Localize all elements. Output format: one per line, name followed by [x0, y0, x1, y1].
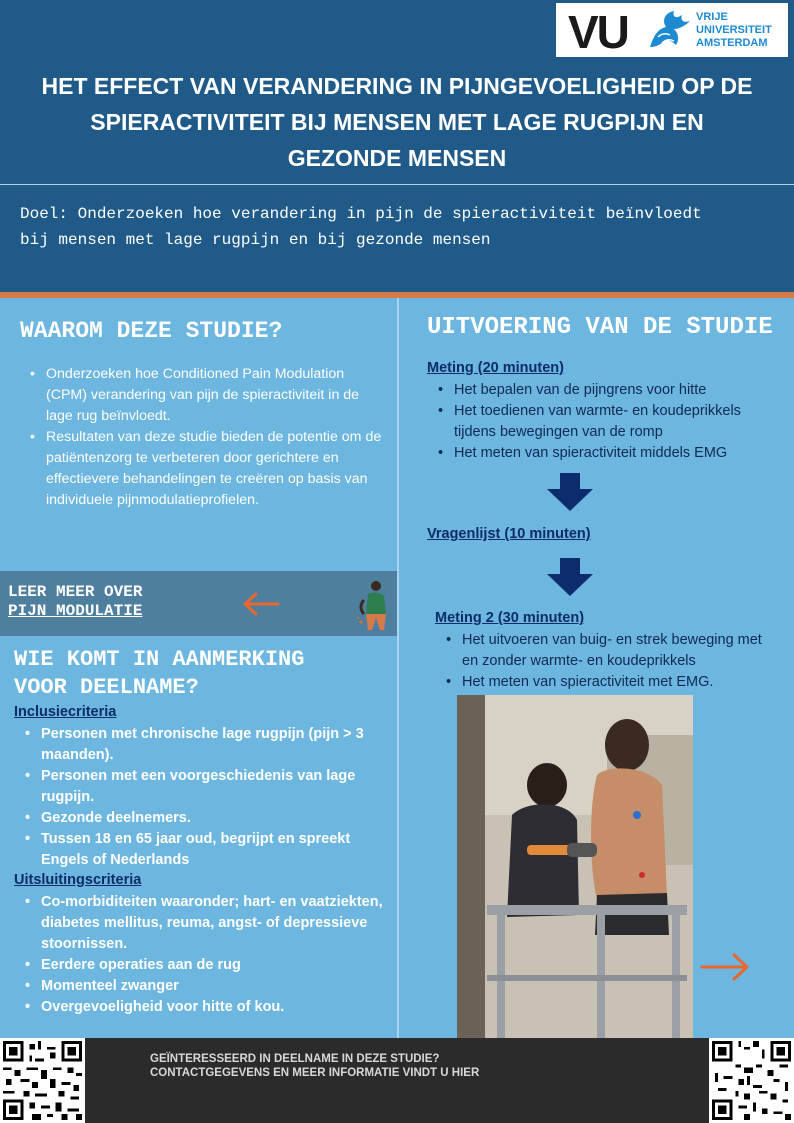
list-item: • Momenteel zwanger [22, 976, 387, 997]
qr-code-icon[interactable] [0, 1038, 85, 1123]
arrow-down-icon [547, 473, 593, 511]
exclusion-list [22, 892, 387, 1018]
qr-code-icon[interactable] [709, 1038, 794, 1123]
list-item: • Eerdere operaties aan de rug [22, 955, 387, 976]
list-item: • Gezonde deelnemers. [22, 808, 387, 829]
study-setup-photo [457, 695, 693, 1038]
list-item: • Het bepalen van de pijngrens voor hitte [435, 380, 765, 401]
study-goal: Doel: Onderzoeken hoe verandering in pijn de spieractiviteit beïnvloedt bij mensen met lage rugpijn en bij gezonde mensen [20, 205, 702, 249]
list-item: • Personen met een voorgeschiedenis van lage rugpijn. [22, 766, 387, 808]
why-heading: WAAROM DEZE STUDIE? [20, 318, 283, 344]
step3-heading: Meting 2 (30 minuten) [435, 610, 585, 626]
list-item: • Het uitvoeren van buig- en strek beweging met en zonder warmte- en koudeprikkels [443, 630, 773, 672]
arrow-left-icon [242, 591, 280, 617]
university-name: VRIJE UNIVERSITEIT AMSTERDAM [696, 11, 772, 49]
exclusion-heading: Uitsluitingscriteria [14, 872, 142, 888]
why-list [28, 364, 383, 511]
list-item: • Het toedienen van warmte- en koudeprikkels tijdens bewegingen van de romp [435, 401, 765, 443]
learn-more-link[interactable]: LEER MEER OVER PIJN MODULATIE [8, 583, 143, 620]
vu-logo [556, 3, 788, 57]
list-item: • Overgevoeligheid voor hitte of kou. [22, 997, 387, 1018]
inclusion-heading: Inclusiecriteria [14, 704, 117, 720]
header-divider [0, 184, 794, 185]
who-heading: WIE KOMT IN AANMERKING VOOR DEELNAME? [14, 647, 305, 700]
list-item: • Onderzoeken hoe Conditioned Pain Modulation (CPM) verandering van pijn de spieractiviteit in de lage rug beïnvloedt. [28, 364, 383, 427]
arrow-down-icon [547, 558, 593, 596]
list-item: • Het meten van spieractiviteit middels EMG [435, 443, 765, 464]
list-item: • Het meten van spieractiviteit met EMG. [443, 672, 773, 693]
list-item: • Personen met chronische lage rugpijn (pijn > 3 maanden). [22, 724, 387, 766]
step1-heading: Meting (20 minuten) [427, 360, 564, 376]
vu-logo-mark: VU [568, 6, 628, 58]
header-banner [0, 0, 794, 292]
learn-more-banner[interactable] [0, 571, 397, 636]
footer-bar [0, 1038, 794, 1123]
poster-title: HET EFFECT VAN VERANDERING IN PIJNGEVOELIGHEID OP DE SPIERACTIVITEIT BIJ MENSEN MET LAGE RUGPIJN EN GEZONDE MENSEN [41, 73, 753, 171]
griffin-icon [644, 7, 694, 53]
arrow-right-icon [700, 952, 750, 982]
list-item: • Co-morbiditeiten waaronder; hart- en vaatziekten, diabetes mellitus, reuma, angst- of depressieve stoornissen. [22, 892, 387, 955]
inclusion-list [22, 724, 387, 871]
step3-list [443, 630, 773, 693]
step1-list [435, 380, 765, 464]
column-divider [397, 298, 399, 1038]
footer-contact-text: GEÏNTERESSEERD IN DEELNAME IN DEZE STUDIE? CONTACTGEGEVENS EN MEER INFORMATIE VINDT U HIER [150, 1053, 480, 1079]
execution-heading: UITVOERING VAN DE STUDIE [427, 314, 773, 341]
person-illustration-icon [352, 578, 392, 632]
list-item: • Tussen 18 en 65 jaar oud, begrijpt en spreekt Engels of Nederlands [22, 829, 387, 871]
step2-heading: Vragenlijst (10 minuten) [427, 526, 591, 542]
list-item: • Resultaten van deze studie bieden de potentie om de patiëntenzorg te verbeteren door gerichtere en effectievere behandelingen te creëren op basis van individuele pijnmodulatieprofielen. [28, 427, 383, 511]
